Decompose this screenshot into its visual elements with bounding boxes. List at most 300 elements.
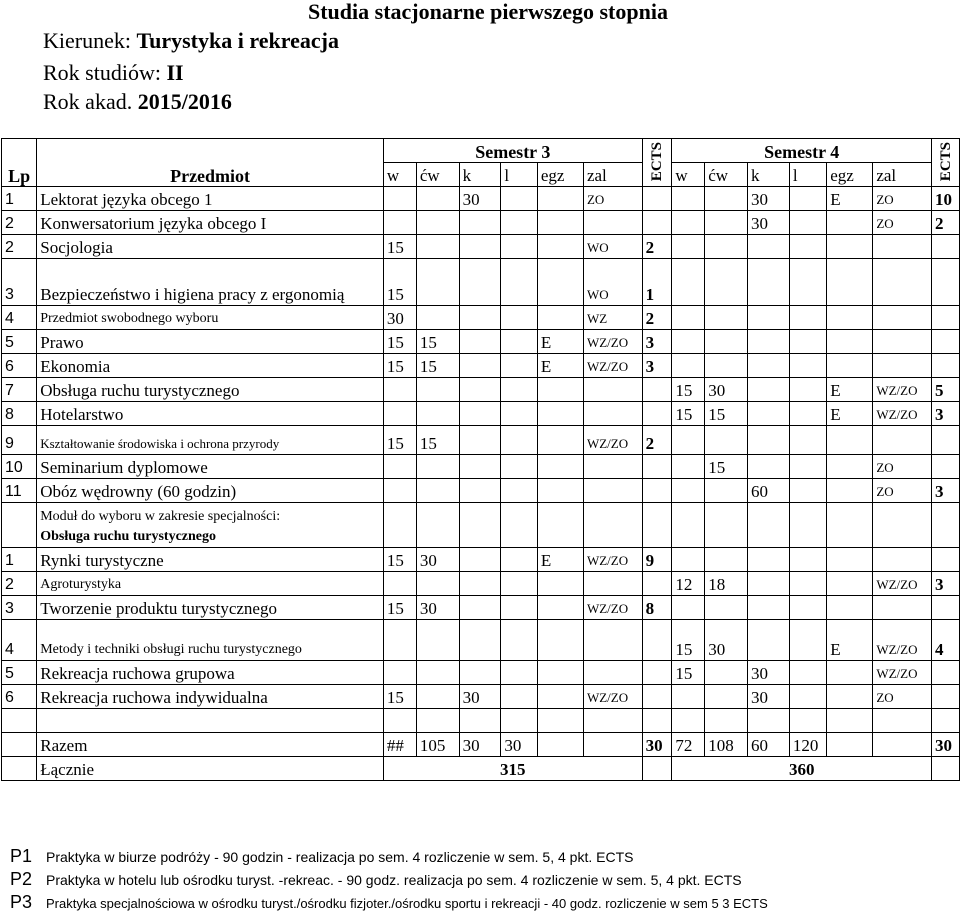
- credit-form-sem4: [873, 306, 932, 330]
- hours-cell-sem4: [705, 426, 748, 455]
- hours-cell-sem3: [416, 235, 459, 259]
- footnote-key: P2: [10, 869, 33, 889]
- credit-form-sem4: [873, 354, 932, 378]
- credit-form-sem3: [583, 211, 642, 235]
- empty-cell: [642, 709, 672, 733]
- ects-sem4: 4: [932, 620, 960, 661]
- credit-form-sem3: WO: [583, 259, 642, 306]
- table-row: [2, 378, 960, 402]
- ects-sem4: 3: [932, 572, 960, 596]
- table-row: [2, 235, 960, 259]
- hours-cell-sem4: [705, 211, 748, 235]
- credit-form-sem4: ZO: [873, 211, 932, 235]
- hours-cell-sem4: [705, 235, 748, 259]
- table-row: [2, 259, 960, 306]
- row-number: [2, 733, 37, 757]
- ects-sem3: 9: [642, 548, 672, 572]
- hours-cell-sem4: [748, 259, 790, 306]
- ects-sem3: [642, 402, 672, 426]
- hours-cell-sem3: [537, 306, 583, 330]
- grand-total-sem3: 315: [383, 757, 642, 781]
- hours-cell-sem3: [501, 402, 537, 426]
- hours-cell-sem4: [789, 426, 826, 455]
- credit-form-sem4: [873, 259, 932, 306]
- credit-form-sem4: WZ/ZO: [873, 378, 932, 402]
- hours-cell-sem4: [827, 235, 873, 259]
- row-number: 3: [2, 596, 37, 620]
- hours-cell-sem4: [827, 455, 873, 479]
- empty-cell: [789, 503, 826, 548]
- ects-label: ECTS: [937, 141, 954, 181]
- empty-cell: [672, 503, 705, 548]
- subject-name: Rekreacja ruchowa indywidualna: [37, 685, 384, 709]
- table-row: [2, 620, 960, 661]
- hours-cell-sem3: 30: [459, 685, 501, 709]
- academic-year: [43, 89, 232, 115]
- total-label: Razem: [37, 733, 384, 757]
- empty-cell: [383, 709, 416, 733]
- hours-cell-sem3: [459, 306, 501, 330]
- row-number: 3: [2, 259, 37, 306]
- empty-cell: [748, 503, 790, 548]
- ects-sem4: [932, 426, 960, 455]
- hours-cell-sem4: [789, 235, 826, 259]
- ects-sem3: [642, 661, 672, 685]
- ects-sem4: 3: [932, 402, 960, 426]
- empty-cell: [873, 503, 932, 548]
- ects-sem4: [932, 548, 960, 572]
- hours-cell-sem4: 30: [705, 620, 748, 661]
- hours-cell-sem4: [748, 354, 790, 378]
- table-row: [2, 661, 960, 685]
- hours-cell-sem3: 15: [383, 685, 416, 709]
- hours-cell-sem3: [416, 402, 459, 426]
- hours-cell-sem4: [789, 572, 826, 596]
- subject-name: Lektorat języka obcego 1: [37, 187, 384, 211]
- total-hours-sem3: 105: [416, 733, 459, 757]
- ects-sem3: 2: [642, 426, 672, 455]
- hours-cell-sem3: 15: [383, 426, 416, 455]
- hours-cell-sem3: [459, 661, 501, 685]
- hours-cell-sem4: [827, 426, 873, 455]
- module-title: [37, 503, 384, 548]
- ects-sem4: [932, 306, 960, 330]
- hours-cell-sem3: [501, 572, 537, 596]
- ects-sem3: 2: [642, 306, 672, 330]
- hours-cell-sem3: [501, 306, 537, 330]
- subject-name: Rekreacja ruchowa grupowa: [37, 661, 384, 685]
- hours-cell-sem4: [827, 548, 873, 572]
- hours-cell-sem4: [827, 354, 873, 378]
- empty-cell: [642, 757, 672, 781]
- hours-cell-sem4: [672, 235, 705, 259]
- hours-cell-sem3: [459, 426, 501, 455]
- column-header-sem3: zal: [583, 163, 642, 187]
- hours-cell-sem4: [705, 479, 748, 503]
- hours-cell-sem3: [383, 455, 416, 479]
- subject-name: Socjologia: [37, 235, 384, 259]
- hours-cell-sem4: [827, 661, 873, 685]
- credit-form-sem3: WZ/ZO: [583, 596, 642, 620]
- row-number: 6: [2, 685, 37, 709]
- hours-cell-sem3: [459, 455, 501, 479]
- hours-cell-sem3: [383, 402, 416, 426]
- hours-cell-sem3: [416, 661, 459, 685]
- subject-name: Obsługa ruchu turystycznego: [37, 378, 384, 402]
- ects-sem3: [642, 685, 672, 709]
- hours-cell-sem4: [672, 426, 705, 455]
- hours-cell-sem4: 30: [748, 187, 790, 211]
- ects-label: ECTS: [649, 141, 665, 181]
- row-number: 11: [2, 479, 37, 503]
- hours-cell-sem4: [672, 479, 705, 503]
- table-row: [2, 685, 960, 709]
- credit-form-sem4: WZ/ZO: [873, 572, 932, 596]
- ects-sem4: 2: [932, 211, 960, 235]
- credit-form-sem4: [873, 330, 932, 354]
- table-row: [2, 306, 960, 330]
- table-row: [2, 548, 960, 572]
- hours-cell-sem4: [827, 596, 873, 620]
- subject-name: Kształtowanie środowiska i ochrona przyrody: [37, 426, 384, 455]
- empty-cell: [459, 709, 501, 733]
- hours-cell-sem3: [501, 330, 537, 354]
- hours-cell-sem3: [383, 378, 416, 402]
- hours-cell-sem4: [705, 259, 748, 306]
- empty-cell: [932, 503, 960, 548]
- subject-name: Przedmiot swobodnego wyboru: [37, 306, 384, 330]
- hours-cell-sem3: [537, 572, 583, 596]
- row-number: 10: [2, 455, 37, 479]
- hours-cell-sem4: [789, 330, 826, 354]
- hours-cell-sem4: E: [827, 378, 873, 402]
- hours-cell-sem3: [501, 620, 537, 661]
- hours-cell-sem3: [501, 685, 537, 709]
- hours-cell-sem4: [672, 211, 705, 235]
- field-of-study-label: Kierunek:: [43, 28, 137, 53]
- credit-form-sem3: WZ/ZO: [583, 426, 642, 455]
- total-ects-sem4: 30: [932, 733, 960, 757]
- credit-form-sem3: WO: [583, 235, 642, 259]
- table-row: [2, 455, 960, 479]
- ects-header-sem3: [642, 139, 672, 187]
- column-header-sem4: l: [789, 163, 826, 187]
- hours-cell-sem3: [537, 685, 583, 709]
- ects-header-sem4: [932, 139, 960, 187]
- hours-cell-sem4: [748, 235, 790, 259]
- hours-cell-sem3: [537, 479, 583, 503]
- hours-cell-sem4: [827, 306, 873, 330]
- hours-cell-sem4: [748, 378, 790, 402]
- hours-cell-sem3: [537, 211, 583, 235]
- hours-cell-sem4: 30: [748, 211, 790, 235]
- hours-cell-sem4: [748, 548, 790, 572]
- empty-cell: [827, 503, 873, 548]
- hours-cell-sem4: [672, 455, 705, 479]
- academic-year-value: 2015/2016: [137, 89, 232, 114]
- ects-sem3: [642, 479, 672, 503]
- semester-4-header: Semestr 4: [672, 139, 932, 163]
- subject-header: Przedmiot: [37, 139, 384, 187]
- hours-cell-sem3: 30: [459, 187, 501, 211]
- hours-cell-sem4: [748, 306, 790, 330]
- footnote-text: Praktyka w biurze podróży - 90 godzin - realizacja po sem. 4 rozliczenie w sem. 5, 4 pkt. ECTS: [46, 849, 634, 865]
- subject-name: Ekonomia: [37, 354, 384, 378]
- ects-sem3: 8: [642, 596, 672, 620]
- credit-form-sem4: ZO: [873, 187, 932, 211]
- hours-cell-sem3: [459, 572, 501, 596]
- table-row: [2, 187, 960, 211]
- row-number: 1: [2, 548, 37, 572]
- hours-cell-sem3: [459, 330, 501, 354]
- page-title: Studia stacjonarne pierwszego stopnia: [308, 0, 668, 24]
- hours-cell-sem3: 30: [383, 306, 416, 330]
- column-header-sem4: egz: [827, 163, 873, 187]
- table-row: [2, 596, 960, 620]
- footnote-text: Praktyka specjalnościowa w ośrodku turyst./ośrodku fizjoter./ośrodku sportu i rekreacji - 40 godz. rozliczenie w sem 5 3 ECTS: [46, 896, 768, 911]
- row-number: 1: [2, 187, 37, 211]
- hours-cell-sem4: E: [827, 402, 873, 426]
- empty-cell: [873, 709, 932, 733]
- hours-cell-sem3: [537, 378, 583, 402]
- grand-total-row: [2, 757, 960, 781]
- ects-sem4: [932, 455, 960, 479]
- hours-cell-sem3: [459, 259, 501, 306]
- ects-sem4: [932, 330, 960, 354]
- empty-cell: [672, 709, 705, 733]
- empty-cell: [932, 709, 960, 733]
- total-ects-sem3: 30: [642, 733, 672, 757]
- curriculum-table: [1, 138, 960, 781]
- hours-cell-sem4: [827, 572, 873, 596]
- empty-cell: [583, 733, 642, 757]
- empty-cell: [383, 503, 416, 548]
- subject-name: Obóz wędrowny (60 godzin): [37, 479, 384, 503]
- table-row: [2, 211, 960, 235]
- column-header-sem4: ćw: [705, 163, 748, 187]
- hours-cell-sem4: [705, 330, 748, 354]
- hours-cell-sem3: [383, 661, 416, 685]
- hours-cell-sem3: [537, 661, 583, 685]
- credit-form-sem4: [873, 548, 932, 572]
- empty-cell: [583, 503, 642, 548]
- ects-sem3: [642, 620, 672, 661]
- ects-sem3: 2: [642, 235, 672, 259]
- empty-cell: [537, 709, 583, 733]
- hours-cell-sem3: 15: [383, 548, 416, 572]
- hours-cell-sem4: 12: [672, 572, 705, 596]
- hours-cell-sem3: [459, 378, 501, 402]
- credit-form-sem4: [873, 426, 932, 455]
- grand-total-sem4: 360: [672, 757, 932, 781]
- total-hours-sem4: 60: [748, 733, 790, 757]
- semester-3-header: Semestr 3: [383, 139, 642, 163]
- hours-cell-sem3: [459, 235, 501, 259]
- credit-form-sem4: ZO: [873, 685, 932, 709]
- total-hours-sem4: 72: [672, 733, 705, 757]
- hours-cell-sem4: [789, 306, 826, 330]
- hours-cell-sem3: E: [537, 354, 583, 378]
- hours-cell-sem4: E: [827, 187, 873, 211]
- hours-cell-sem4: [789, 620, 826, 661]
- hours-cell-sem4: [672, 306, 705, 330]
- empty-cell: [827, 709, 873, 733]
- hours-cell-sem4: 18: [705, 572, 748, 596]
- ects-sem4: [932, 661, 960, 685]
- module-label: Moduł do wyboru w zakresie specjalności:: [40, 509, 281, 524]
- footnote-key: P3: [10, 892, 33, 912]
- spacer-row: [2, 709, 960, 733]
- footnote-p2: [10, 869, 742, 890]
- empty-cell: [705, 503, 748, 548]
- hours-cell-sem3: [501, 187, 537, 211]
- hours-cell-sem4: [748, 330, 790, 354]
- row-number: 4: [2, 306, 37, 330]
- empty-cell: [537, 733, 583, 757]
- module-name: Obsługa ruchu turystycznego: [40, 529, 217, 544]
- empty-cell: [873, 733, 932, 757]
- total-hours-sem4: 120: [789, 733, 826, 757]
- hours-cell-sem4: [789, 661, 826, 685]
- hours-cell-sem3: [416, 685, 459, 709]
- hours-cell-sem4: [827, 479, 873, 503]
- ects-sem4: 3: [932, 479, 960, 503]
- credit-form-sem4: [873, 596, 932, 620]
- module-header-row: [2, 503, 960, 548]
- footnote-text: Praktyka w hotelu lub ośrodku turyst. -rekreac. - 90 godz. realizacja po sem. 4 rozliczenie w sem. 5, 4 pkt. ECTS: [46, 872, 742, 888]
- hours-cell-sem3: 15: [416, 426, 459, 455]
- table-row: [2, 354, 960, 378]
- hours-cell-sem3: [501, 235, 537, 259]
- hours-cell-sem4: [705, 354, 748, 378]
- footnote-key: P1: [10, 846, 33, 866]
- row-number: [2, 757, 37, 781]
- hours-cell-sem3: [501, 259, 537, 306]
- hours-cell-sem4: 30: [748, 661, 790, 685]
- hours-cell-sem3: 15: [383, 330, 416, 354]
- hours-cell-sem4: [789, 548, 826, 572]
- hours-cell-sem4: 15: [672, 378, 705, 402]
- ects-sem4: 10: [932, 187, 960, 211]
- hours-cell-sem3: [537, 426, 583, 455]
- hours-cell-sem4: [705, 187, 748, 211]
- empty-cell: [37, 709, 384, 733]
- hours-cell-sem3: [501, 661, 537, 685]
- credit-form-sem3: [583, 402, 642, 426]
- hours-cell-sem4: [672, 354, 705, 378]
- credit-form-sem3: [583, 455, 642, 479]
- row-number: 5: [2, 661, 37, 685]
- hours-cell-sem3: [416, 378, 459, 402]
- hours-cell-sem4: [789, 354, 826, 378]
- hours-cell-sem4: [705, 661, 748, 685]
- hours-cell-sem3: [416, 572, 459, 596]
- hours-cell-sem4: [827, 330, 873, 354]
- total-hours-sem3: ##: [383, 733, 416, 757]
- hours-cell-sem4: [705, 596, 748, 620]
- ects-sem3: [642, 455, 672, 479]
- field-of-study-value: Turystyka i rekreacja: [136, 28, 339, 53]
- hours-cell-sem3: [459, 211, 501, 235]
- study-year-label: Rok studiów:: [43, 60, 167, 85]
- study-year: [43, 60, 184, 86]
- hours-cell-sem3: [383, 572, 416, 596]
- hours-cell-sem3: [501, 211, 537, 235]
- credit-form-sem4: [873, 235, 932, 259]
- hours-cell-sem4: 15: [705, 455, 748, 479]
- hours-cell-sem4: [789, 596, 826, 620]
- ects-sem4: [932, 259, 960, 306]
- hours-cell-sem3: E: [537, 330, 583, 354]
- total-hours-sem3: 30: [501, 733, 537, 757]
- ects-sem4: [932, 235, 960, 259]
- hours-cell-sem4: 15: [672, 402, 705, 426]
- row-number: 7: [2, 378, 37, 402]
- column-header-sem4: zal: [873, 163, 932, 187]
- subject-name: Bezpieczeństwo i higiena pracy z ergonomią: [37, 259, 384, 306]
- field-of-study: [43, 28, 339, 54]
- credit-form-sem3: WZ/ZO: [583, 685, 642, 709]
- hours-cell-sem4: [827, 211, 873, 235]
- ects-sem3: 1: [642, 259, 672, 306]
- hours-cell-sem3: [383, 187, 416, 211]
- hours-cell-sem4: 15: [672, 661, 705, 685]
- hours-cell-sem3: 15: [383, 596, 416, 620]
- row-number: 2: [2, 572, 37, 596]
- empty-cell: [416, 503, 459, 548]
- ects-sem4: [932, 685, 960, 709]
- empty-cell: [827, 733, 873, 757]
- row-number: 2: [2, 235, 37, 259]
- hours-cell-sem4: 30: [748, 685, 790, 709]
- hours-cell-sem3: 15: [383, 354, 416, 378]
- hours-cell-sem4: [789, 259, 826, 306]
- table-row: [2, 426, 960, 455]
- study-year-value: II: [166, 60, 184, 85]
- ects-sem3: [642, 572, 672, 596]
- empty-cell: [642, 503, 672, 548]
- credit-form-sem3: ZO: [583, 187, 642, 211]
- ects-sem4: [932, 354, 960, 378]
- hours-cell-sem3: [501, 596, 537, 620]
- credit-form-sem3: [583, 479, 642, 503]
- row-number: 2: [2, 211, 37, 235]
- grand-total-label: Łącznie: [37, 757, 384, 781]
- column-header-sem3: l: [501, 163, 537, 187]
- hours-cell-sem3: [459, 548, 501, 572]
- row-number: 8: [2, 402, 37, 426]
- empty-cell: [2, 709, 37, 733]
- row-number: 6: [2, 354, 37, 378]
- credit-form-sem3: [583, 661, 642, 685]
- ects-sem4: [932, 596, 960, 620]
- hours-cell-sem3: [537, 455, 583, 479]
- row-number: 9: [2, 426, 37, 455]
- hours-cell-sem4: [748, 455, 790, 479]
- empty-cell: [705, 709, 748, 733]
- table-row: [2, 402, 960, 426]
- hours-cell-sem4: [827, 259, 873, 306]
- column-header-sem3: k: [459, 163, 501, 187]
- ects-sem3: [642, 211, 672, 235]
- hours-cell-sem4: [789, 378, 826, 402]
- credit-form-sem4: WZ/ZO: [873, 620, 932, 661]
- hours-cell-sem3: [416, 211, 459, 235]
- credit-form-sem4: WZ/ZO: [873, 661, 932, 685]
- hours-cell-sem4: [748, 402, 790, 426]
- hours-cell-sem3: [501, 354, 537, 378]
- total-row: [2, 733, 960, 757]
